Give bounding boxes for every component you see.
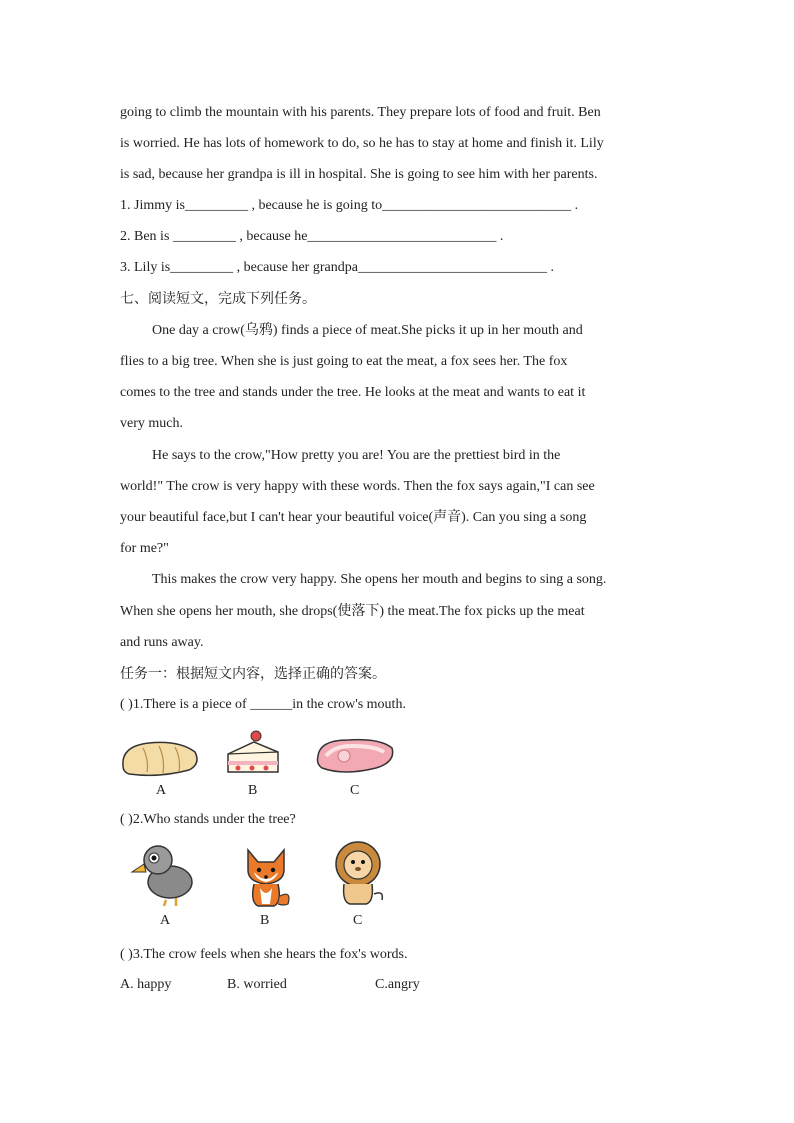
story-line: for me?" — [120, 541, 169, 556]
story-line: When she opens her mouth, she drops(使落下) the meat.The fox picks up the meat — [120, 604, 585, 619]
story-line: This makes the crow very happy. She opens her mouth and begins to sing a song. — [152, 572, 607, 587]
question-3: ( )3.The crow feels when she hears the fox's words. — [120, 947, 408, 962]
story-line: One day a crow(乌鸦) finds a piece of meat.She picks it up in her mouth and — [152, 323, 583, 338]
question-2: ( )2.Who stands under the tree? — [120, 812, 296, 827]
bread-icon — [119, 738, 201, 778]
question-1: ( )1.There is a piece of ______in the crow's mouth. — [120, 697, 406, 712]
option-a-label: A — [156, 783, 167, 798]
fill-item: 1. Jimmy is_________ , because he is going to___________________________ . — [120, 198, 579, 213]
fill-item: 3. Lily is_________ , because her grandpa___________________________ . — [120, 260, 554, 275]
cake-icon — [224, 728, 282, 778]
option-c-label: C — [350, 783, 360, 798]
option-c-text: C.angry — [375, 977, 420, 992]
passage-line: is worried. He has lots of homework to do, so he has to stay at home and finish it. Lily — [120, 136, 604, 151]
story-line: flies to a big tree. When she is just going to eat the meat, a fox sees her. The fox — [120, 354, 568, 369]
story-line: your beautiful face,but I can't hear your beautiful voice(声音). Can you sing a song — [120, 510, 587, 525]
option-b-label: B — [248, 783, 258, 798]
fox-icon — [240, 846, 292, 908]
passage-line: going to climb the mountain with his parents. They prepare lots of food and fruit. Ben — [120, 105, 601, 120]
option-b-label: B — [260, 913, 270, 928]
task-title: 任务一：根据短文内容，选择正确的答案。 — [120, 666, 386, 682]
story-line: very much. — [120, 416, 183, 431]
option-a-text: A. happy — [120, 977, 172, 992]
option-c-label: C — [353, 913, 363, 928]
story-line: world!" The crow is very happy with these words. Then the fox says again,"I can see — [120, 479, 595, 494]
option-a-label: A — [160, 913, 171, 928]
meat-icon — [314, 734, 398, 776]
fill-item: 2. Ben is _________ , because he___________________________ . — [120, 229, 504, 244]
option-b-text: B. worried — [227, 977, 287, 992]
lion-icon — [330, 840, 386, 908]
story-line: and runs away. — [120, 635, 204, 650]
passage-line: is sad, because her grandpa is ill in hospital. She is going to see him with her parents. — [120, 167, 598, 182]
section-title: 七、阅读短文，完成下列任务。 — [120, 291, 316, 307]
story-line: comes to the tree and stands under the tree. He looks at the meat and wants to eat it — [120, 385, 586, 400]
story-line: He says to the crow,"How pretty you are! You are the prettiest bird in the — [152, 448, 561, 463]
crow-icon — [130, 842, 200, 908]
